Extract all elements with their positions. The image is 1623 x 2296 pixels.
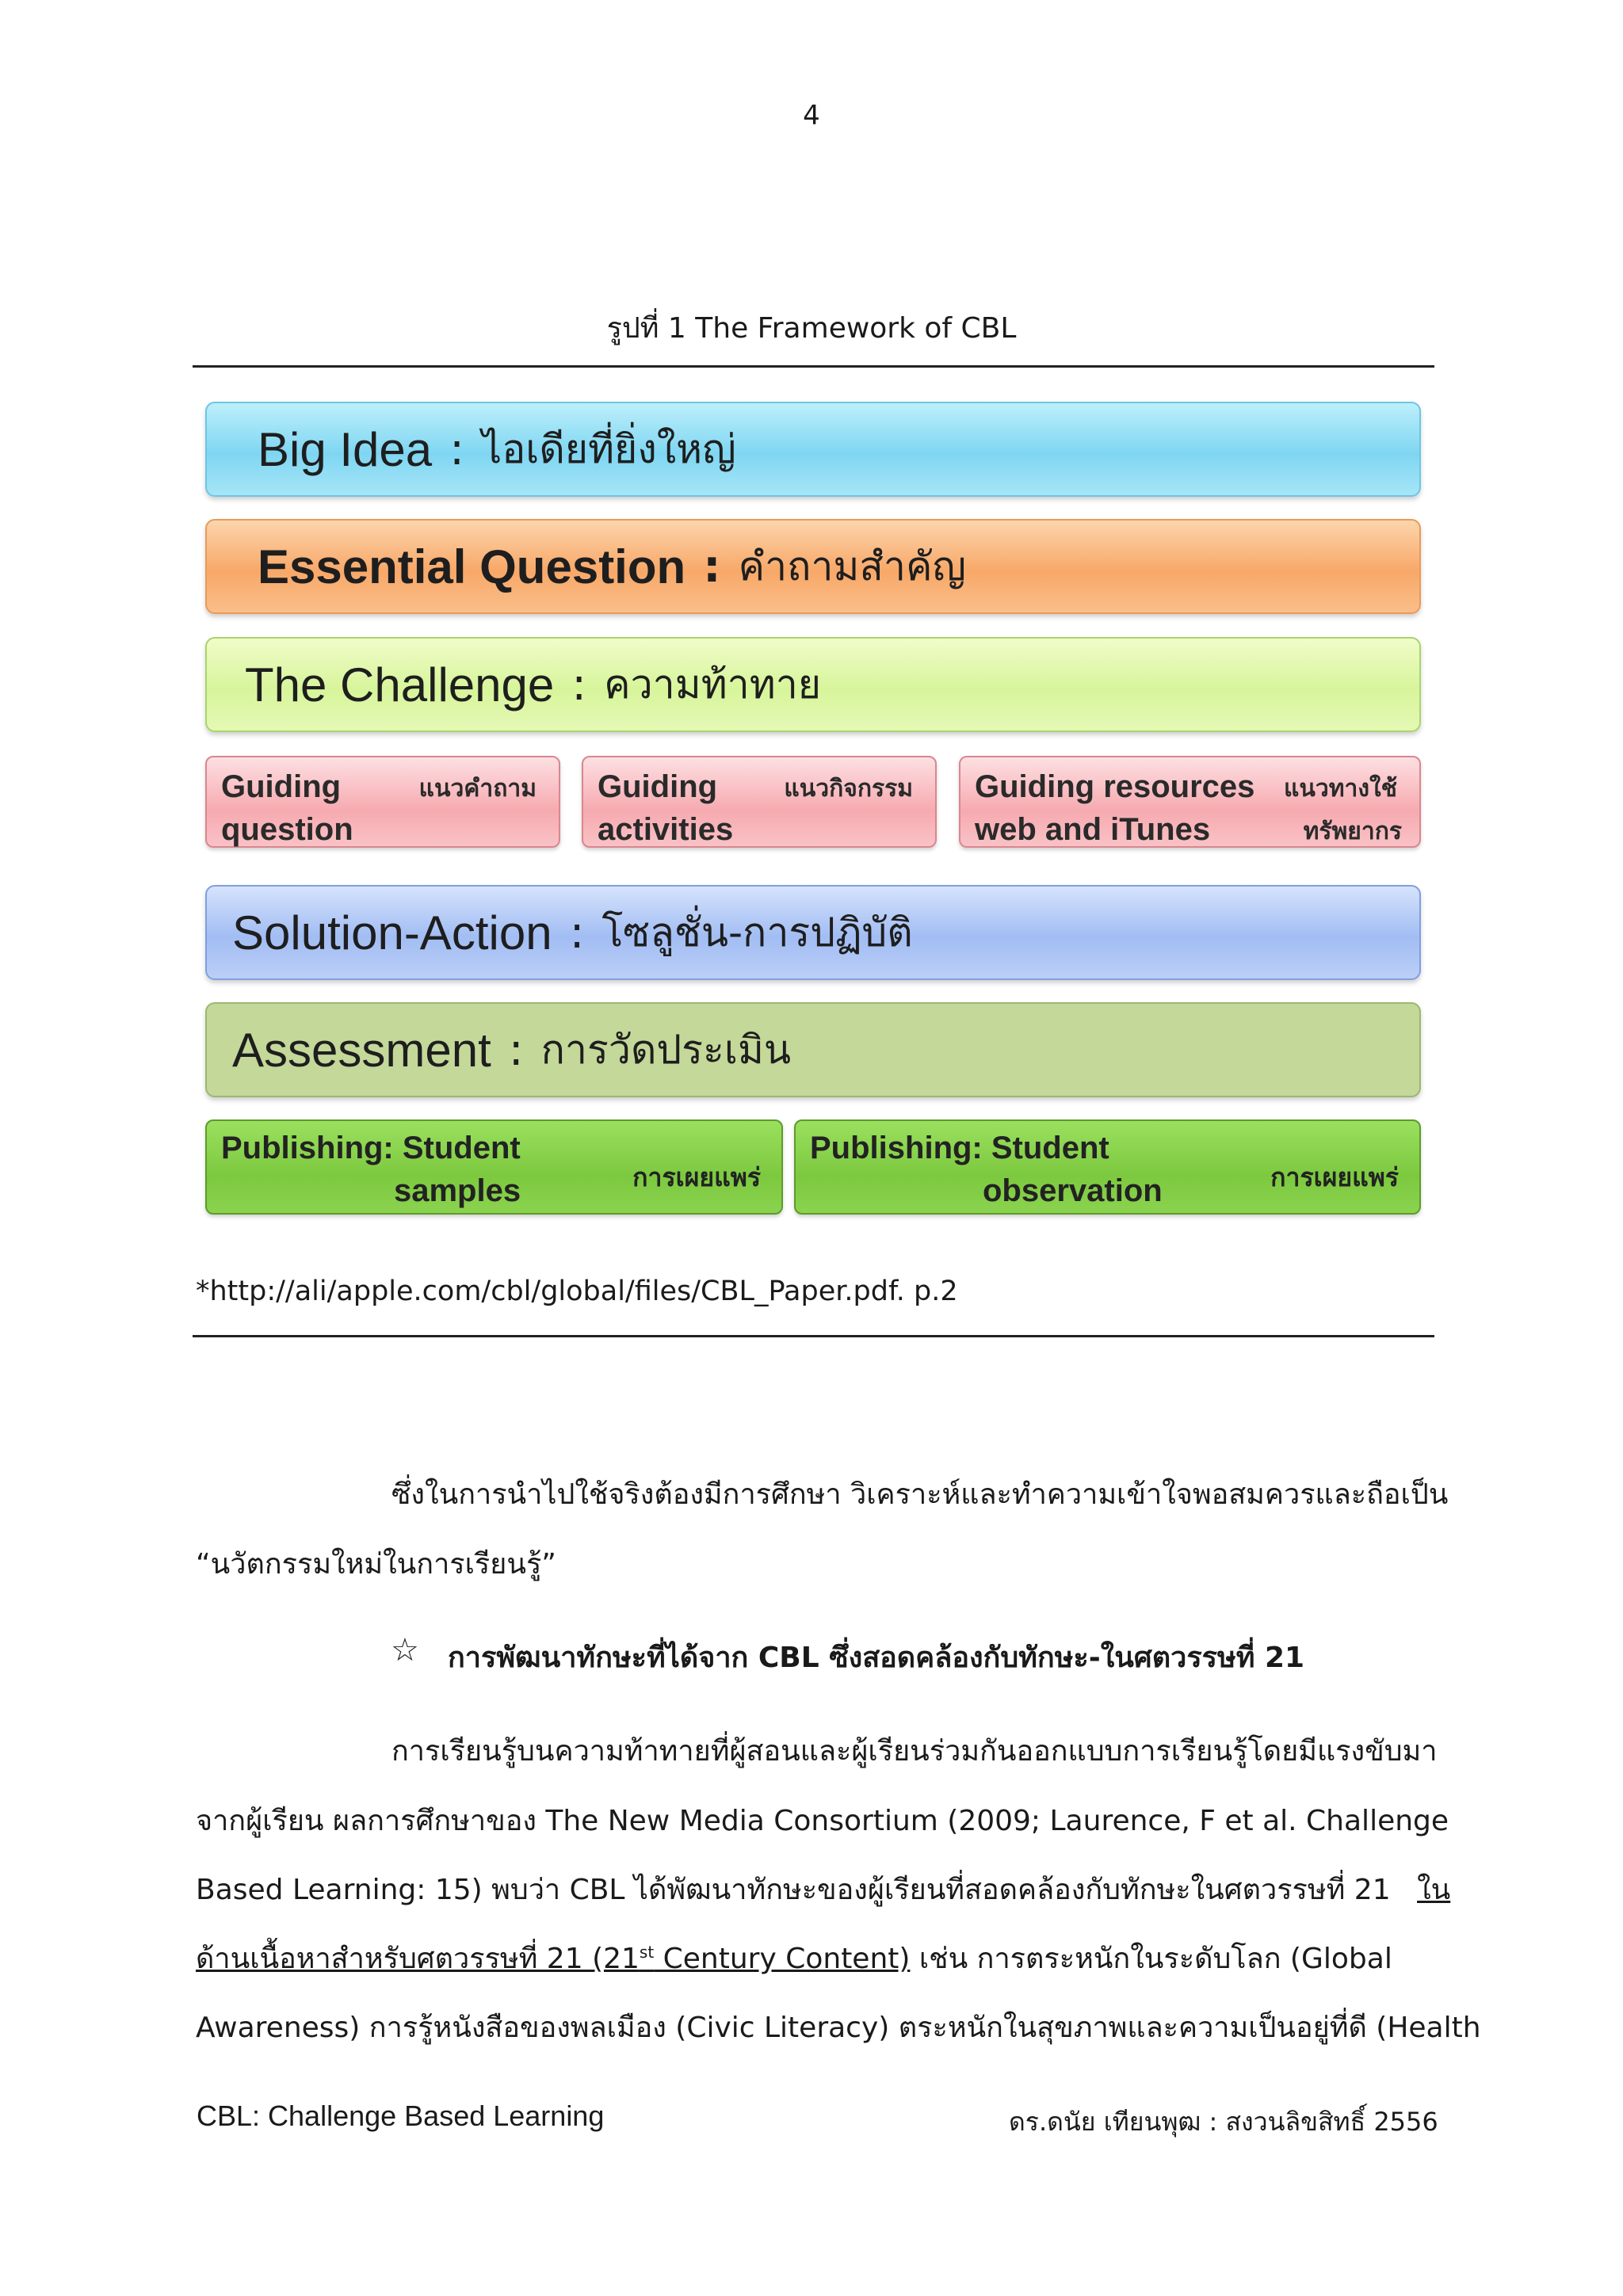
assessment-bar [205, 1002, 1421, 1097]
guiding-activities-box [582, 756, 937, 848]
guiding-resources-box [959, 756, 1421, 848]
paragraph-2-line-4-rest: เช่น การตระหนักในระดับโลก (Global [910, 1943, 1392, 1975]
paragraph-1-line-1: ซึ่งในการนำไปใช้จริงต้องมีการศึกษา วิเคราะห์และทำความเข้าใจพอสมควรและถือเป็น [391, 1478, 1449, 1511]
guiding-resources-thai-2: ทรัพยากร [1303, 818, 1402, 845]
paragraph-2-line-3-underlined: ใน [1417, 1874, 1451, 1906]
guiding-activities-label: Guiding activities [598, 769, 734, 847]
essential-question-label: Essential Question [258, 540, 686, 593]
essential-question-separator: : [703, 540, 721, 593]
guiding-activities-thai: แนวกิจกรรม [784, 775, 913, 803]
solution-action-label: Solution-Action [232, 906, 552, 959]
essential-question-bar [205, 519, 1421, 614]
paragraph-2-line-2: จากผู้เรียน ผลการศึกษาของ The New Media Consortium (2009; Laurence, F et al. Challenge [196, 1805, 1449, 1837]
paragraph-1-line-2: “นวัตกรรมใหม่ในการเรียนรู้” [196, 1548, 556, 1581]
publishing-samples-label-1: Publishing: Student [221, 1131, 521, 1165]
caption-top-rule [193, 365, 1434, 368]
guiding-question-label: Guiding question [221, 769, 353, 847]
assessment-thai: การวัดประเมิน [540, 1026, 792, 1073]
publishing-samples-thai: การเผยแพร่ [632, 1162, 761, 1192]
publishing-observation-label-1: Publishing: Student [810, 1131, 1109, 1165]
challenge-bar [205, 637, 1421, 732]
big-idea-separator: : [449, 423, 465, 475]
publishing-observation-thai: การเผยแพร่ [1270, 1162, 1399, 1192]
footer-title: CBL: Challenge Based Learning [197, 2100, 605, 2132]
paragraph-2-line-4 [196, 1936, 1392, 1981]
paragraph-2-line-1: การเรียนรู้บนความท้าทายที่ผู้สอนและผู้เรียนร่วมกันออกแบบการเรียนรู้โดยมีแรงขับมา [391, 1735, 1438, 1768]
publishing-samples-label-2: samples [394, 1173, 521, 1208]
paragraph-2-line-3 [196, 1867, 1450, 1912]
paragraph-2-line-3-text: Based Learning: 15) พบว่า CBL ได้พัฒนาทักษะของผู้เรียนที่สอดคล้องกับทักษะในศตวรรษที่ 21 [196, 1874, 1391, 1906]
big-idea-thai: ไอเดียที่ยิ่งใหญ่ [482, 425, 736, 472]
assessment-separator: : [508, 1024, 524, 1076]
challenge-separator: : [571, 658, 587, 711]
assessment-label: Assessment [232, 1023, 491, 1077]
paragraph-2-line-5: Awareness) การรู้หนังสือของพลเมือง (Civic Literacy) ตระหนักในสุขภาพและความเป็นอยู่ที่ดี (Health [196, 2012, 1481, 2044]
solution-action-thai: โซลูชั่น-การปฏิบัติ [601, 909, 913, 955]
challenge-thai: ความท้าทาย [604, 661, 822, 707]
solution-action-bar [205, 885, 1421, 980]
big-idea-bar [205, 402, 1421, 497]
publishing-observation-label-2: observation [983, 1173, 1163, 1208]
essential-question-thai: คำถามสำคัญ [738, 543, 967, 589]
section-heading: การพัฒนาทักษะที่ได้จาก CBL ซึ่งสอดคล้องกับทักษะ-ในศตวรรษที่ 21 [448, 1642, 1305, 1674]
guiding-question-box [205, 756, 560, 848]
figure-caption: รูปที่ 1 The Framework of CBL [606, 312, 1017, 345]
guiding-question-thai: แนวคำถาม [418, 775, 537, 803]
big-idea-label: Big Idea [258, 422, 433, 476]
figure-bottom-rule [193, 1335, 1434, 1337]
star-bullet-icon: ☆ [391, 1632, 419, 1669]
guiding-resources-thai: แนวทางใช้ [1284, 775, 1397, 803]
content-21st-century-link: ด้านเนื้อหาสำหรับศตวรรษที่ 21 (21st Century Content) [196, 1943, 911, 1975]
figure-source-note: *http://ali/apple.com/cbl/global/files/CBL_Paper.pdf. p.2 [196, 1276, 958, 1307]
publishing-samples-box [205, 1119, 783, 1215]
footer-copyright: ดร.ดนัย เทียนพุฒ : สงวนลิขสิทธิ์ 2556 [1009, 2107, 1438, 2137]
publishing-observation-box [794, 1119, 1421, 1215]
guiding-resources-label: Guiding resources web and iTunes [975, 769, 1255, 847]
challenge-label: The Challenge [245, 658, 555, 711]
solution-action-separator: : [569, 906, 585, 959]
page-number: 4 [803, 100, 820, 132]
